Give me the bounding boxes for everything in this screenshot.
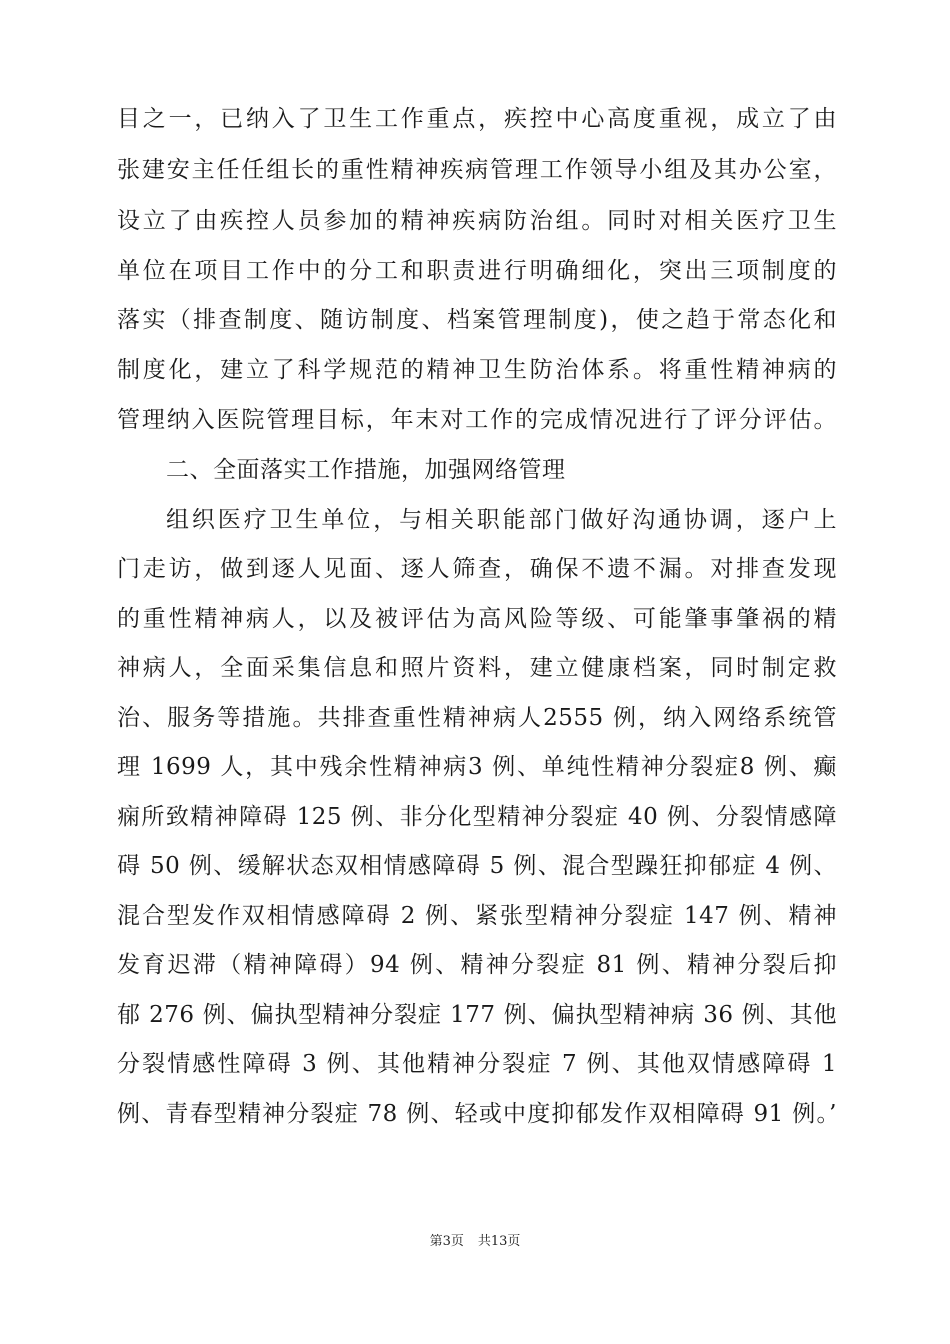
page-total: 共13页	[477, 1234, 521, 1249]
paragraph-2-line-9: 混合型发作双相情感障碍 2 例、紧张型精神分裂症 147 例、精神	[117, 903, 837, 929]
paragraph-2-line-3: 的重性精神病人，以及被评估为高风险等级、可能肇事肇祸的精	[117, 606, 837, 632]
paragraph-2-line-10: 发育迟滞（精神障碍）94 例、精神分裂症 81 例、精神分裂后抑	[117, 952, 837, 978]
paragraph-1-line-7: 管理纳入医院管理目标，年末对工作的完成情况进行了评分评估。	[117, 407, 837, 433]
paragraph-1-line-2: 张建安主任任组长的重性精神疾病管理工作领导小组及其办公室，	[117, 157, 837, 183]
paragraph-2-line-11: 郁 276 例、偏执型精神分裂症 177 例、偏执型精神病 36 例、其他	[117, 1002, 837, 1028]
page-number: 第3页	[429, 1234, 464, 1249]
paragraph-2-line-13: 例、青春型精神分裂症 78 例、轻或中度抑郁发作双相障碍 91 例。’	[117, 1101, 837, 1127]
paragraph-1-line-5: 落实（排查制度、随访制度、档案管理制度)，使之趋于常态化和	[117, 307, 837, 333]
paragraph-2-line-7: 痫所致精神障碍 125 例、非分化型精神分裂症 40 例、分裂情感障	[117, 804, 837, 830]
paragraph-2-line-2: 门走访，做到逐人见面、逐人筛查，确保不遗不漏。对排查发现	[117, 556, 837, 582]
paragraph-2-line-12: 分裂情感性障碍 3 例、其他精神分裂症 7 例、其他双情感障碍 1	[117, 1051, 837, 1077]
paragraph-2-line-5: 治、服务等措施。共排查重性精神病人2555 例，纳入网络系统管	[117, 705, 837, 731]
paragraph-1-line-1: 目之一，已纳入了卫生工作重点，疾控中心高度重视，成立了由	[117, 106, 837, 132]
section-heading: 二、全面落实工作措施，加强网络管理	[166, 457, 566, 483]
page-footer	[0, 1232, 950, 1252]
paragraph-2-line-8: 碍 50 例、缓解状态双相情感障碍 5 例、混合型躁狂抑郁症 4 例、	[117, 853, 837, 879]
paragraph-1-line-4: 单位在项目工作中的分工和职责进行明确细化，突出三项制度的	[117, 258, 837, 284]
paragraph-2-line-1: 组织医疗卫生单位，与相关职能部门做好沟通协调，逐户上	[166, 507, 837, 533]
paragraph-2-line-6: 理 1699 人，其中残余性精神病3 例、单纯性精神分裂症8 例、癫	[117, 754, 837, 780]
paragraph-2-line-4: 神病人，全面采集信息和照片资料，建立健康档案，同时制定救	[117, 655, 837, 681]
paragraph-1-line-6: 制度化，建立了科学规范的精神卫生防治体系。将重性精神病的	[117, 357, 837, 383]
paragraph-1-line-3: 设立了由疾控人员参加的精神疾病防治组。同时对相关医疗卫生	[117, 208, 837, 234]
